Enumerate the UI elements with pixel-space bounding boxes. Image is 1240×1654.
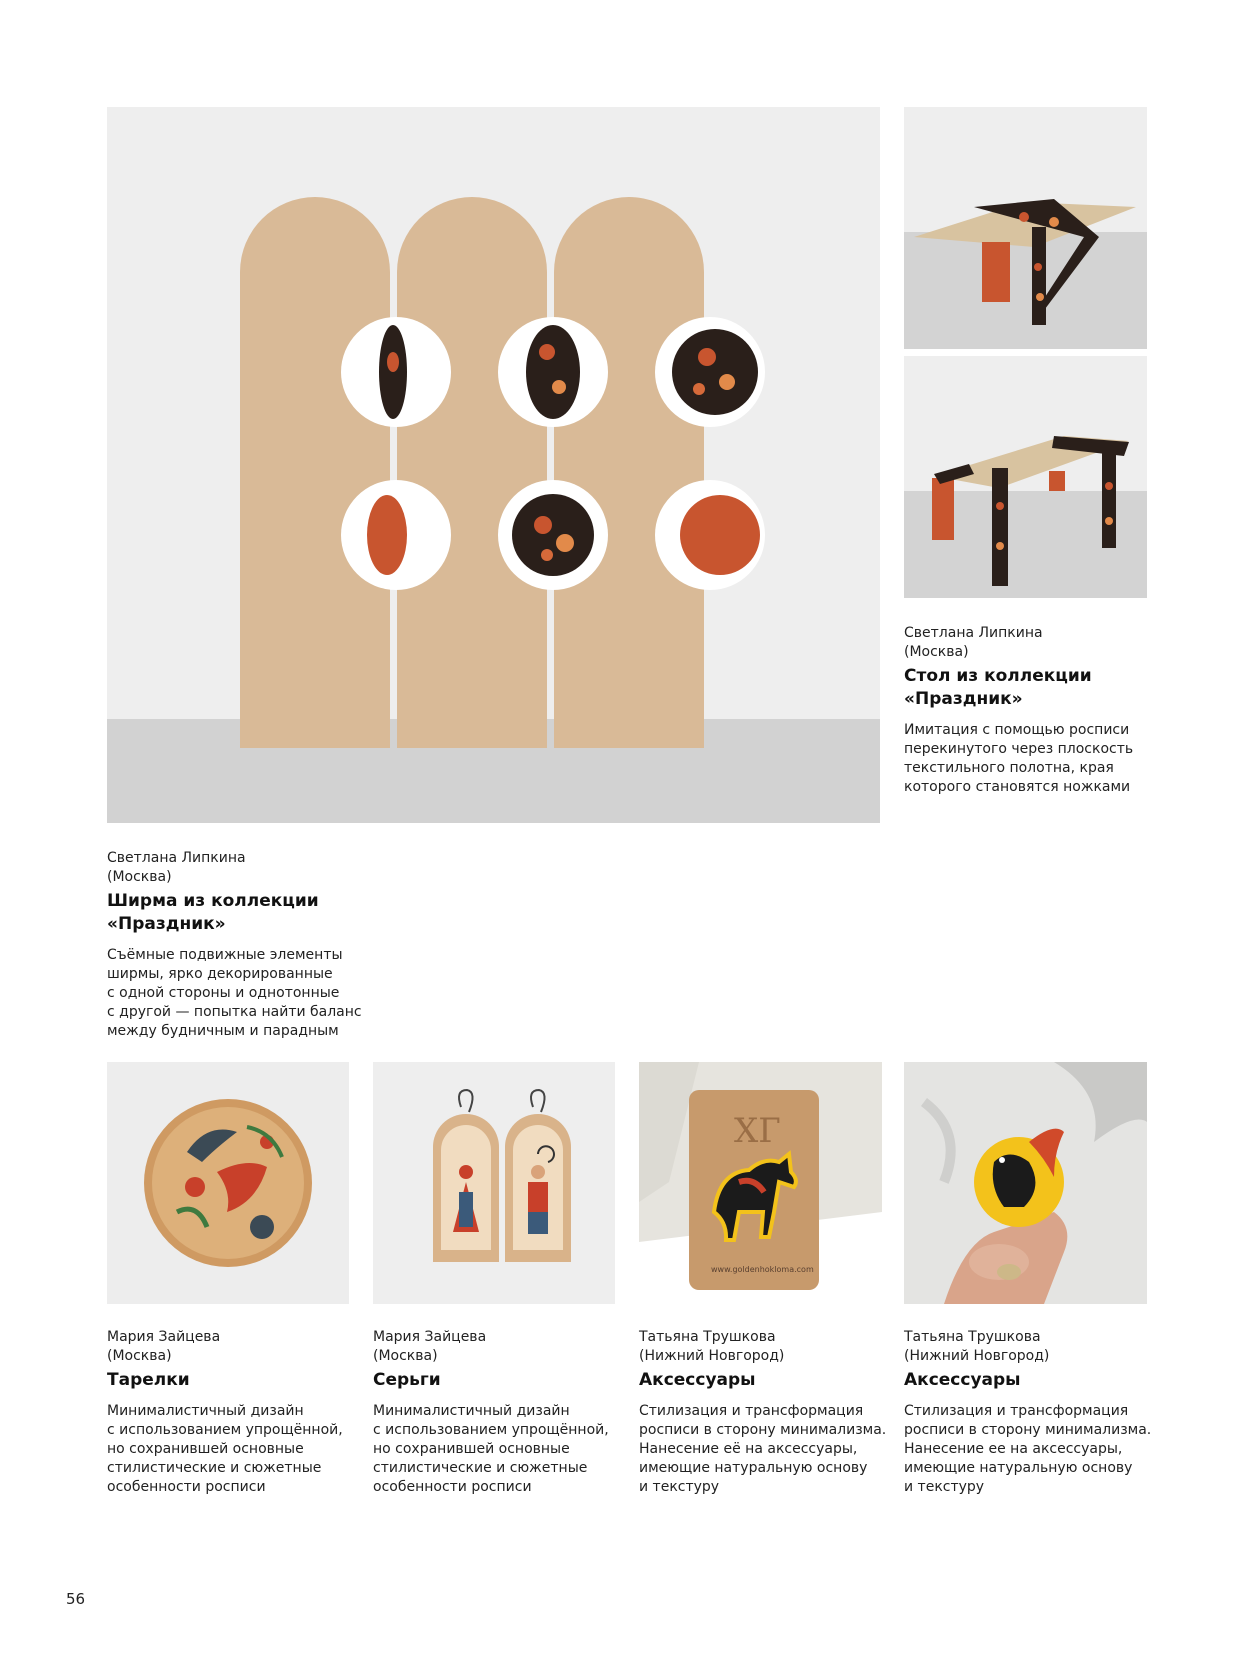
caption-description: Съёмные подвижные элементы ширмы, ярко декорированные с одной стороны и однотонные с другой — попытка найти баланс между будничным и парадным bbox=[107, 947, 362, 1039]
caption-author: Мария Зайцева (Москва) bbox=[373, 1329, 487, 1364]
brooch-hand-photo bbox=[904, 1062, 1147, 1304]
caption-description: Стилизация и трансформация росписи в сторону минимализма. Нанесение её на аксессуары, имеющие натуральную основу и текстуру bbox=[639, 1403, 887, 1495]
caption-author: Светлана Липкина (Москва) bbox=[107, 850, 246, 885]
caption-author: Светлана Липкина (Москва) bbox=[904, 625, 1043, 660]
caption-title: Аксессуары bbox=[904, 1370, 1021, 1390]
screen-photo bbox=[107, 107, 880, 823]
caption-earrings bbox=[373, 1328, 623, 1497]
caption-table bbox=[904, 624, 1224, 797]
caption-accessories-2 bbox=[904, 1328, 1154, 1497]
caption-title: Ширма из коллекции «Праздник» bbox=[107, 891, 319, 934]
caption-author: Татьяна Трушкова (Нижний Новгород) bbox=[639, 1329, 785, 1364]
page-number: 56 bbox=[66, 1590, 86, 1608]
table-photo-bottom bbox=[904, 356, 1147, 598]
caption-title: Стол из коллекции «Праздник» bbox=[904, 666, 1092, 709]
card-url-text: www.goldenhokloma.com bbox=[711, 1265, 814, 1274]
caption-description: Имитация с помощью росписи перекинутого через плоскость текстильного полотна, края которого становятся ножками bbox=[904, 722, 1134, 795]
plate-photo bbox=[107, 1062, 349, 1304]
caption-description: Минималистичный дизайн с использованием упрощённой, но сохранившей основные стилистические и сюжетные особенности росписи bbox=[373, 1403, 609, 1495]
table-photo-top bbox=[904, 107, 1147, 349]
caption-title: Аксессуары bbox=[639, 1370, 756, 1390]
caption-screen bbox=[107, 849, 467, 1041]
svg-text:ХГ: ХГ bbox=[734, 1111, 781, 1151]
caption-title: Тарелки bbox=[107, 1370, 190, 1390]
caption-plates bbox=[107, 1328, 357, 1497]
caption-accessories-1 bbox=[639, 1328, 889, 1497]
earrings-photo bbox=[373, 1062, 615, 1304]
caption-author: Мария Зайцева (Москва) bbox=[107, 1329, 221, 1364]
caption-author: Татьяна Трушкова (Нижний Новгород) bbox=[904, 1329, 1050, 1364]
caption-title: Серьги bbox=[373, 1370, 441, 1390]
caption-description: Стилизация и трансформация росписи в сторону минимализма. Нанесение ее на аксессуары, имеющие натуральную основу и текстуру bbox=[904, 1403, 1152, 1495]
brooch-card-photo bbox=[639, 1062, 882, 1304]
caption-description: Минималистичный дизайн с использованием упрощённой, но сохранившей основные стилистические и сюжетные особенности росписи bbox=[107, 1403, 343, 1495]
